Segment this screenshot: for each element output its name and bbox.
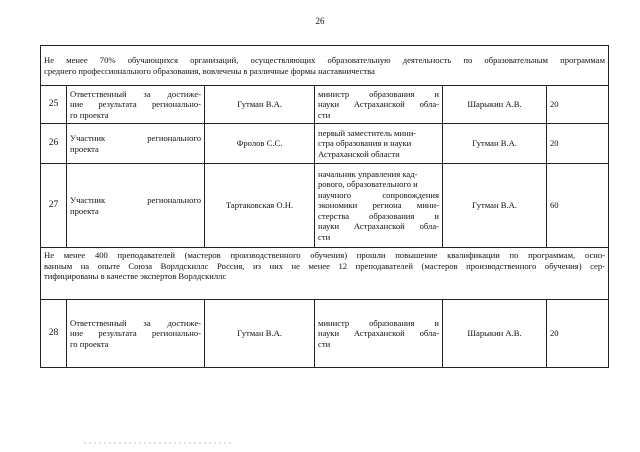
row-number: 27 (41, 164, 67, 248)
role-cell: Ответственный за достиже- ние результата регионально- го проекта (67, 86, 205, 124)
row-number: 26 (41, 124, 67, 164)
section-row (41, 248, 609, 300)
load-cell: 20 (547, 300, 609, 368)
section-heading: Не менее 400 преподавателей (мастеров производственного обучения) прошли повышение квалификации по программам, осно- ванным на опыте Союза Ворлдскиллс Россия, из них не менее 12 преподавателей (мастеров производственного обучения) сер- тифицированы в качестве экспертов Ворлдскиллс (41, 248, 609, 300)
supervisor-cell: Шарыкин А.В. (443, 300, 547, 368)
supervisor-cell: Гутман В.А. (443, 124, 547, 164)
person-cell: Гутман В.А. (205, 86, 315, 124)
person-cell: Фролов С.С. (205, 124, 315, 164)
person-cell: Гутман В.А. (205, 300, 315, 368)
position-cell: первый заместитель мини- стра образования и науки Астраханской области (315, 124, 443, 164)
supervisor-cell: Шарыкин А.В. (443, 86, 547, 124)
role-cell: Участник регионального проекта (67, 124, 205, 164)
position-cell: министр образования и науки Астраханской обла- сти (315, 300, 443, 368)
position-cell: начальник управления кад- рового, образовательного и научного сопровождения экономики региона мини- стерства образования и науки Астраханской обла- сти (315, 164, 443, 248)
row-number: 25 (41, 86, 67, 124)
section-row (41, 46, 609, 86)
load-cell: 20 (547, 124, 609, 164)
scan-artifact (84, 442, 234, 444)
load-cell: 20 (547, 86, 609, 124)
project-participants-table (40, 45, 609, 368)
page-number: 26 (315, 16, 325, 26)
role-cell: Участник регионального проекта (67, 164, 205, 248)
supervisor-cell: Гутман В.А. (443, 164, 547, 248)
row-number: 28 (41, 300, 67, 368)
table-row (41, 300, 609, 368)
section-heading: Не менее 70% обучающихся организаций, осуществляющих образовательную деятельность по образовательным программам среднего профессионального образования, вовлечены в различные формы наставничества (41, 46, 609, 86)
table-row (41, 124, 609, 164)
table-row (41, 164, 609, 248)
role-cell: Ответственный за достиже- ние результата регионально- го проекта (67, 300, 205, 368)
load-cell: 60 (547, 164, 609, 248)
table-row (41, 86, 609, 124)
person-cell: Тартаковская О.Н. (205, 164, 315, 248)
position-cell: министр образования и науки Астраханской обла- сти (315, 86, 443, 124)
